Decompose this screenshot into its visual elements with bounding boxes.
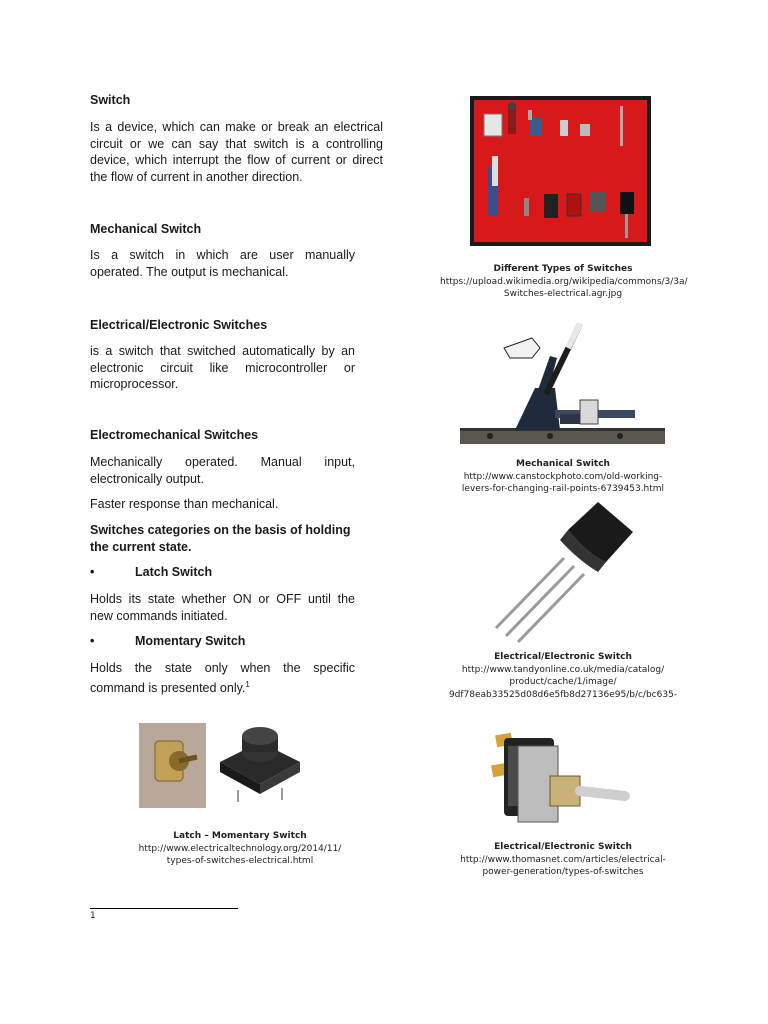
momentary-bullet [90,634,245,648]
switch-types-photo [470,96,651,246]
caption-title: Electrical/Electronic Switch [494,842,632,852]
caption-url-line: product/cache/1/image/ [509,677,617,687]
momentary-switch-label: Momentary Switch [135,634,246,648]
caption-title: Mechanical Switch [516,459,610,469]
transistor-photo [488,500,638,645]
mechanical-switch-paragraph: Is a switch in which are user manually operated. The output is mechanical. [90,248,355,279]
latch-switch-label: Latch Switch [135,565,213,579]
caption-url-line: http://www.canstockphoto.com/old-working- [463,471,663,482]
bullet-dot: • [90,634,95,648]
momentary-paragraph [90,660,355,696]
caption-url-line: power-generation/types-of-switches [482,867,644,877]
caption-url-line: Switches-electrical.agr.jpg [503,289,623,299]
caption-switch-types [440,263,686,301]
caption-url-line: 9df78eab33525d08d6e5fb8d27136e95/b/c/bc635- [448,689,678,700]
caption-url-line: http://www.thomasnet.com/articles/electrical- [460,854,666,865]
mechanical-switch-photo [460,318,665,448]
footnote-separator [90,908,238,909]
footnote-number: 1 [90,911,96,921]
caption-title: Electrical/Electronic Switch [494,652,632,662]
caption-url-line: https://upload.wikimedia.org/wikipedia/commons/3/3a/ [440,276,688,287]
caption-title: Latch – Momentary Switch [173,831,307,841]
latch-switch-photo [139,723,206,808]
toggle-switch-photo [490,726,630,836]
caption-mechanical-switch [440,458,686,496]
caption-url-line: levers-for-changing-rail-points-6739453.html [461,484,665,494]
electromechanical-paragraph: Mechanically operated. Manual input, electronically output. [90,455,355,486]
caption-title: Different Types of Switches [493,264,633,274]
bullet-dot: • [90,565,95,579]
latch-bullet [90,565,212,579]
electrical-switches-heading: Electrical/Electronic Switches [90,318,268,332]
footnote-ref: 1 [245,679,250,689]
switch-paragraph: Is a device, which can make or break an electrical circuit or we can say that switch is a controlling device, which interrupt the flow of current or direct the flow of current in another direction. [90,120,383,184]
categories-heading: Switches categories on the basis of holding the current state. [90,523,351,554]
caption-url-line: http://www.tandyonline.co.uk/media/catalog/ [461,664,665,675]
electromechanical-heading: Electromechanical Switches [90,428,259,442]
switch-heading: Switch [90,93,131,107]
momentary-text: Holds the state only when the specific command is presented only. [90,661,355,695]
mechanical-switch-heading: Mechanical Switch [90,222,202,236]
caption-toggle-switch [440,841,686,879]
latch-paragraph: Holds its state whether ON or OFF until the new commands initiated. [90,592,355,623]
caption-url-line: http://www.electricaltechnology.org/2014/11/ [138,843,342,854]
caption-transistor [440,651,686,701]
electrical-switches-paragraph: is a switch that switched automatically by an electronic circuit like microcontroller or microprocessor. [90,344,355,391]
caption-url-line: types-of-switches-electrical.html [166,856,314,866]
caption-latch-momentary [116,830,364,868]
electromechanical-note: Faster response than mechanical. [90,497,279,511]
momentary-switch-photo [214,722,306,804]
